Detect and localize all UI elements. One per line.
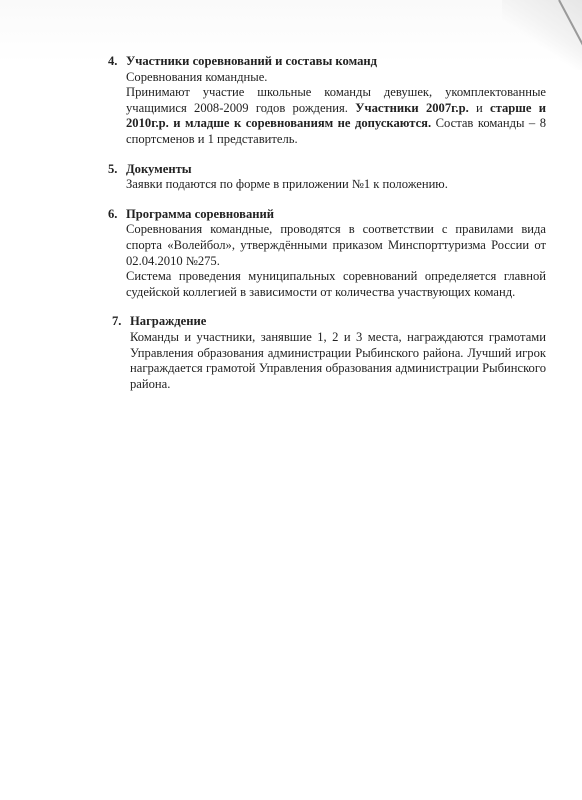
section-heading [108, 207, 546, 223]
paragraph: Соревнования командные. [126, 69, 268, 84]
paragraph: Команды и участники, занявшие 1, 2 и 3 места, награждаются грамотами Управления образования администрации Рыбинского района. Лучший игрок награждается грамотой Управления образования администрации Рыбинского района. [130, 329, 546, 391]
section-number: 4. [108, 54, 118, 68]
section-heading [108, 162, 546, 178]
section-number: 7. [112, 314, 122, 329]
section-program [108, 207, 546, 301]
section-heading [112, 314, 546, 330]
section-title: Программа соревнований [126, 206, 275, 221]
section-documents [108, 162, 546, 193]
section-number: 6. [108, 206, 118, 221]
bold-text-run: старше и 2010г.р. и младше к соревнованиям не допускаются. [126, 100, 546, 131]
paragraph: Заявки подаются по форме в приложении №1 к положению. [126, 177, 448, 192]
text-run: и [468, 100, 491, 115]
text-run: Состав команды – 8 спортсменов и 1 представитель. [126, 116, 546, 146]
paragraph: Система проведения муниципальных соревнований определяется главной судейской коллегией в зависимости от количества участвующих команд. [126, 269, 546, 299]
document-content [108, 54, 546, 406]
section-title: Документы [126, 161, 192, 176]
section-number: 5. [108, 161, 118, 176]
paragraph: Соревнования командные, проводятся в соответствии с правилами вида спорта «Волейбол», утверждёнными приказом Минспорттуризма России от 02.04.2010 №275. [126, 222, 546, 268]
section-awards [112, 314, 546, 392]
section-heading [108, 54, 546, 70]
bold-text-run: Участники 2007г.р. [355, 100, 469, 115]
section-title: Участники соревнований и составы команд [126, 54, 377, 68]
section-title: Награждение [130, 314, 207, 329]
text-run: Принимают участие школьные команды девушек, укомплектованные учащимися 2008-2009 годов рождения. [126, 85, 546, 115]
paragraph [126, 85, 546, 147]
section-participants [108, 54, 546, 148]
